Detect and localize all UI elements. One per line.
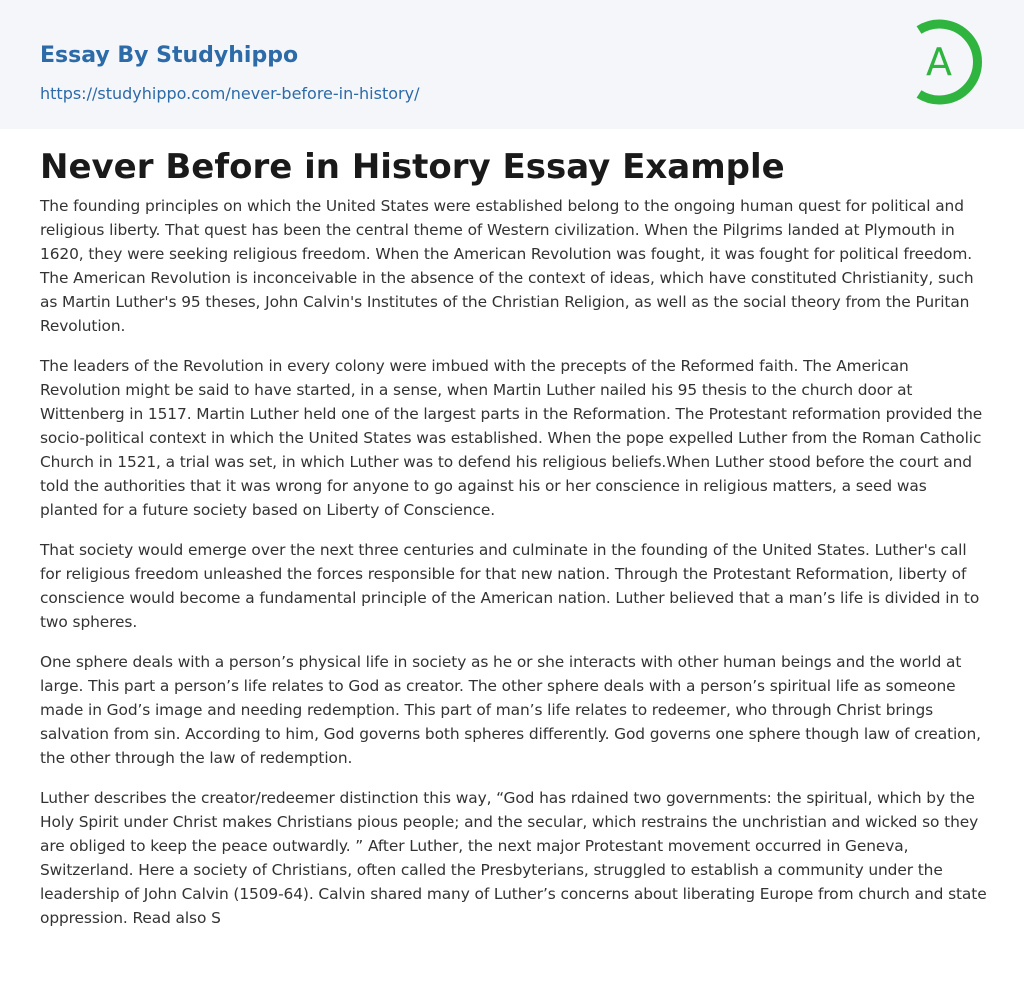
article-paragraph-2: The leaders of the Revolution in every colony were imbued with the precepts of the Reformed faith. The American Revolution might be said to have started, in a sense, when Martin Luther nailed his 95 thesis to the church door at Wittenberg in 1517. Martin Luther held one of the largest parts in the Reformation. The Protestant reformation provided the socio-political context in which the United States was established. When the pope expelled Luther from the Roman Catholic Church in 1521, a trial was set, in which Luther was to defend his religious beliefs.When Luther stood before the court and told the authorities that it was wrong for anyone to go against his or her conscience in religious matters, a seed was planted for a future society based on Liberty of Conscience. <box>40 357 983 519</box>
article-paragraph-1: The founding principles on which the United States were established belong to the ongoing human quest for political and religious liberty. That quest has been the central theme of Western civilization. When the Pilgrims landed at Plymouth in 1620, they were seeking religious freedom. When the American Revolution was fought, it was fought for political freedom. The American Revolution is inconceivable in the absence of the context of ideas, which have constituted Christianity, such as Martin Luther's 95 theses, John Calvin's Institutes of the Christian Religion, as well as the social theory from the Puritan Revolution. <box>40 197 974 335</box>
site-header <box>0 0 1024 129</box>
page-title: Never Before in History Essay Example <box>40 147 785 187</box>
article-paragraph-4: One sphere deals with a person’s physical life in society as he or she interacts with other human beings and the world at large. This part a person’s life relates to God as creator. The other sphere deals with a person’s spiritual life as someone made in God’s image and needing redemption. This part of man’s life relates to redeemer, who through Christ brings salvation from sin. According to him, God governs both spheres differently. God governs one sphere though law of creation, the other through the law of redemption. <box>40 653 981 767</box>
article-paragraph-5: Luther describes the creator/redeemer distinction this way, “God has rdained two governments: the spiritual, which by the Holy Spirit under Christ makes Christians pious people; and the secular, which restrains the unchristian and wicked so they are obliged to keep the peace outwardly. ” After Luther, the next major Protestant movement occurred in Geneva, Switzerland. Here a society of Christians, often called the Presbyterians, struggled to establish a community under the leadership of John Calvin (1509-64). Calvin shared many of Luther’s concerns about liberating Europe from church and state oppression. Read also S <box>40 789 987 927</box>
page-url-link[interactable]: https://studyhippo.com/never-before-in-history/ <box>40 84 420 103</box>
article-body <box>40 194 988 946</box>
studyhippo-logo-icon[interactable] <box>909 18 989 106</box>
site-brand[interactable]: Essay By Studyhippo <box>40 43 299 68</box>
logo-letter: A <box>926 40 952 84</box>
article-paragraph-3: That society would emerge over the next three centuries and culminate in the founding of the United States. Luther's call for religious freedom unleashed the forces responsible for that new nation. Through the Protestant Reformation, liberty of conscience would become a fundamental principle of the American nation. Luther believed that a man’s life is divided in to two spheres. <box>40 541 980 631</box>
